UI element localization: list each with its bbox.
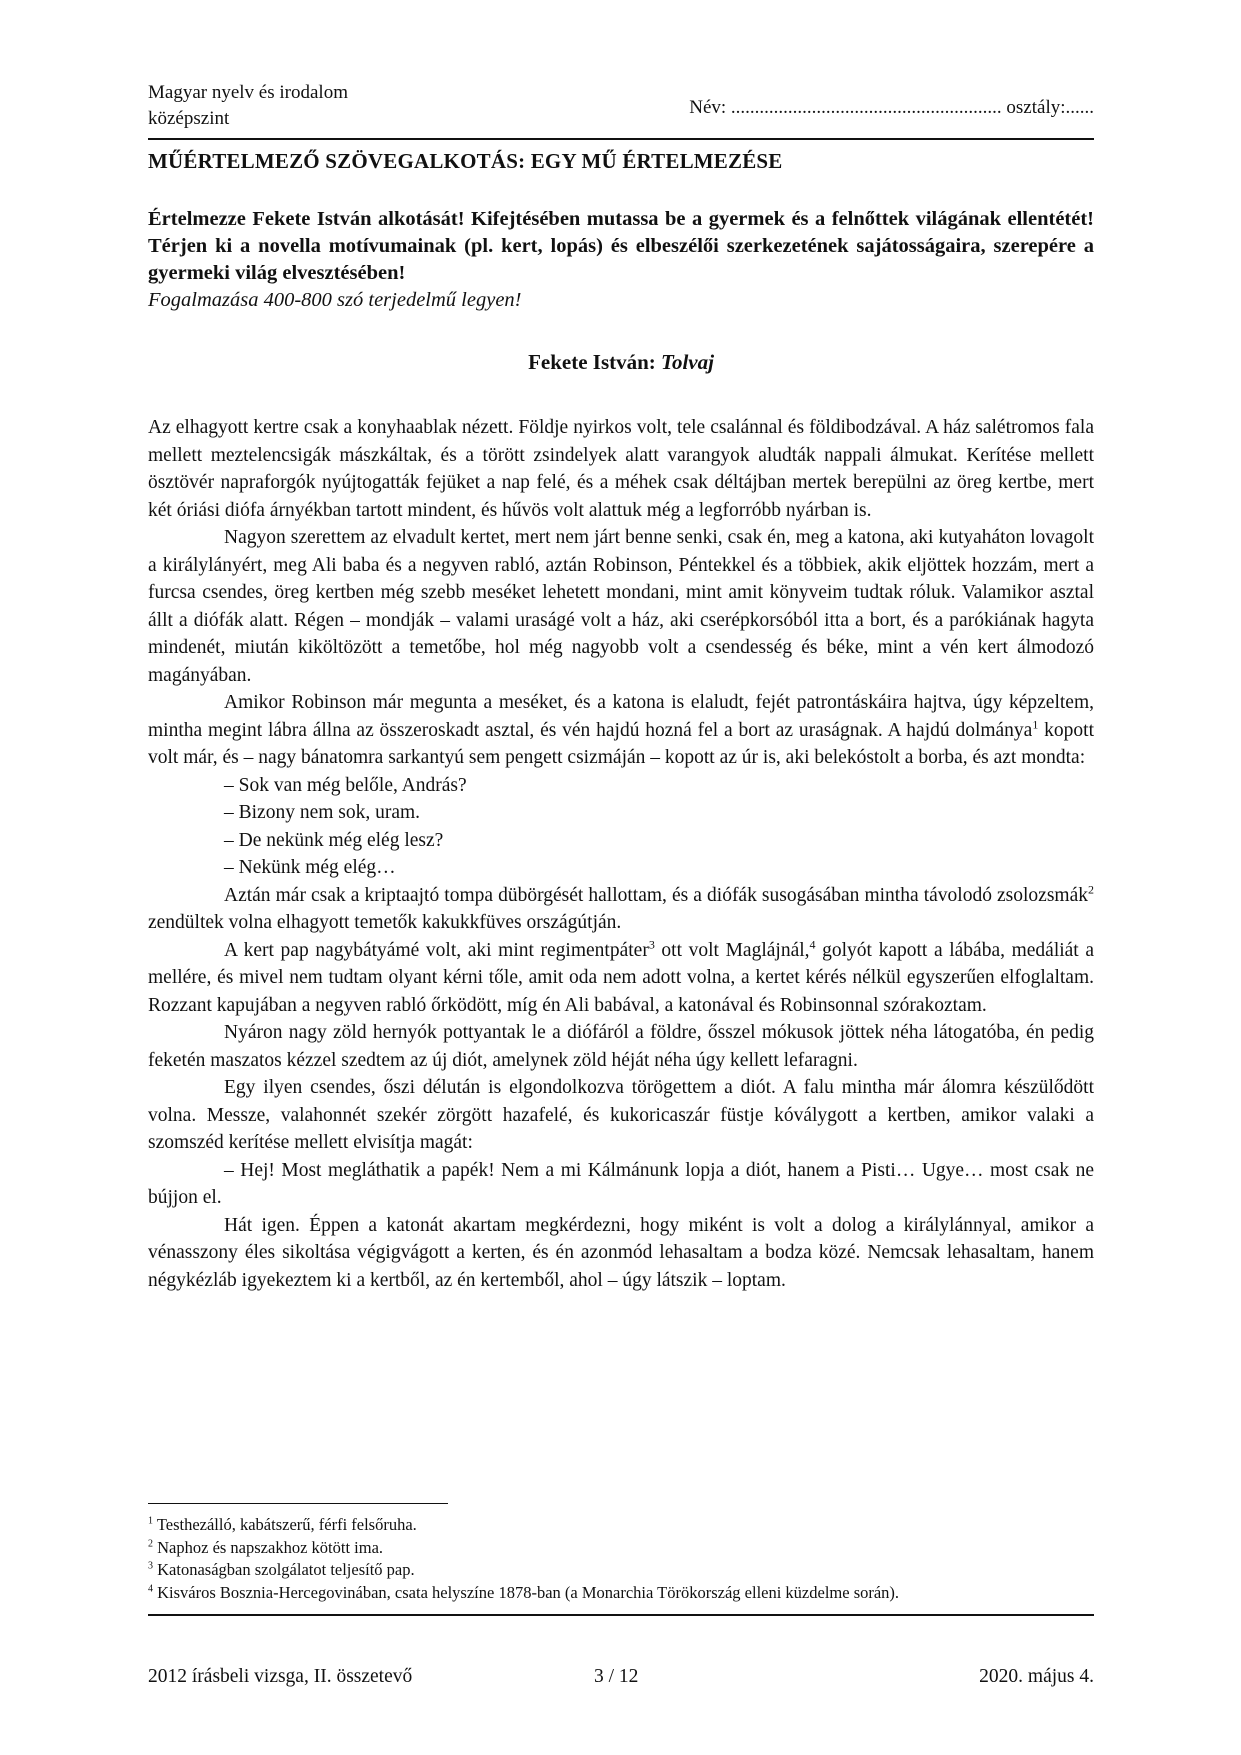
paragraph-text: golyót kapott a lábába, medáliát a mellére, és mivel nem tudtam olyant kérni tőle, amit oda nem adott volna, a kertet kérés nélkül egyszerűen elfoglaltam. Rozzant kapujában a negyven rabló őrködött, míg én Ali babával, a katonával és Robinsonnal szórakoztam. (148, 939, 1094, 1016)
page-header (148, 80, 1094, 140)
footnote-ref: 2 (1088, 882, 1094, 896)
subject-label: Magyar nyelv és irodalom (148, 82, 348, 103)
paragraph-text: A kert pap nagybátyámé volt, aki mint regimentpáter (224, 939, 649, 961)
level-label: középszint (148, 108, 230, 129)
footnote (148, 1582, 1094, 1605)
paragraph-text: kopott volt már, és – nagy bánatomra sarkantyú sem pengett csizmáján – kopott az úr is, aki belekóstolt a borba, és azt mondta: (148, 719, 1094, 768)
footnote-number: 4 (148, 1583, 153, 1594)
exam-page (148, 0, 1094, 1755)
footnote (148, 1559, 1094, 1582)
paragraph (148, 937, 1094, 1020)
paragraph (148, 882, 1094, 937)
footnotes (148, 1514, 1094, 1604)
footnote-number: 3 (148, 1560, 153, 1572)
paragraph-text: ott volt Maglájnál, (654, 939, 810, 961)
section-title: MŰÉRTELMEZŐ SZÖVEGALKOTÁS: EGY MŰ ÉRTELMEZÉSE (148, 149, 783, 173)
literary-text (148, 414, 1094, 1294)
footnote (148, 1514, 1094, 1537)
footnote-ref: 4 (809, 937, 816, 951)
paragraph-text: Amikor Robinson már megunta a meséket, és a katona is elaludt, fejét patrontáskáira hajtva, úgy képzeltem, mintha megint lábra állna az összeroskadt asztal, és vén hajdú hozná fel a bort az uraságnak. A hajdú dolmánya (148, 692, 1094, 741)
footnote-ref: 3 (648, 937, 655, 951)
paragraph: Nyáron nagy zöld hernyók pottyantak le a diófáról a földre, ősszel mókusok jöttek néha látogatóba, én pedig feketén maszatos kézzel szedtem az új diót, amelynek zöld héját néha úgy kellett lefaragni. (148, 1022, 1094, 1071)
work-author: Fekete István: (528, 350, 656, 374)
paragraph: Egy ilyen csendes, őszi délután is elgondolkozva törögettem a diót. A falu mintha már álomra készülődött volna. Messze, valahonnét szekér zörgött hazafelé, és kukoricaszár füstje kóválygott a kertben, amikor valaki a szomszéd kerítése mellett elvisítja magát: (148, 1077, 1094, 1153)
footnote-divider (148, 1503, 448, 1504)
footnote (148, 1537, 1094, 1560)
paragraph: Hát igen. Éppen a katonát akartam megkérdezni, hogy miként is volt a dolog a királylánnyal, amikor a vénasszony éles sikoltása végigvágott a kerten, és én azonmód lehasaltam a bodza közé. Nemcsak lehasaltam, hanem négykézláb igyekeztem ki a kertből, az én kertemből, ahol – úgy látszik – loptam. (148, 1214, 1094, 1291)
paragraph: Az elhagyott kertre csak a konyhaablak nézett. Földje nyirkos volt, tele csalánnal és földibodzával. A ház salétromos fala mellett meztelencsigák mászkáltak, és a törött zsindelyek alatt varangyok aludták nappali álmukat. Kerítése mellett ösztövér napraforgók nyújtogatták fejüket a nap felé, és a méhek csak déltájban mertek berepülni az öreg kertbe, mert két óriási diófa árnyékban tartott mindent, és hűvös volt alattuk még a legforróbb nyárban is. (148, 417, 1094, 521)
name-class-field: Név: ......................................................... osztály:...... (689, 97, 1094, 118)
task-instruction (148, 206, 1094, 314)
length-note: Fogalmazása 400-800 szó terjedelmű legyen! (148, 289, 522, 311)
task-text: Értelmezze Fekete István alkotását! Kifejtésében mutassa be a gyermek és a felnőttek világának ellentétét! Térjen ki a novella motívumainak (pl. kert, lopás) és elbeszélői szerkezetének sajátosságaira, szerepére a gyermeki világ elvesztésében! (148, 208, 1094, 284)
paragraph-text: zendültek volna elhagyott temetők kakukkfüves országútján. (148, 912, 622, 933)
footnote-text: Naphoz és napszakhoz kötött ima. (153, 1537, 384, 1557)
paragraph: – Hej! Most megláthatik a papék! Nem a mi Kálmánunk lopja a diót, hanem a Pisti… Ugye… most csak ne bújjon el. (148, 1159, 1094, 1208)
dialogue-line: – De nekünk még elég lesz? (224, 829, 444, 851)
work-name: Tolvaj (661, 350, 714, 374)
work-title (148, 350, 1094, 375)
dialogue-line: – Bizony nem sok, uram. (224, 802, 421, 823)
footnote-number: 1 (148, 1515, 153, 1527)
subject-block (148, 80, 348, 132)
paragraph (148, 689, 1094, 772)
footnote-text: Testhezálló, kabátszerű, férfi felsőruha. (153, 1515, 417, 1534)
dialogue-line: – Sok van még belőle, András? (224, 774, 467, 796)
footnote-number: 2 (148, 1538, 153, 1549)
paragraph-text: Aztán már csak a kriptaajtó tompa dübörgését hallottam, és a diófák susogásában mintha távolodó zsolozsmák (224, 884, 1088, 906)
paragraph: Nagyon szerettem az elvadult kertet, mert nem járt benne senki, csak én, meg a katona, aki kutyaháton lovagolt a királylányért, meg Ali baba és a negyven rabló, aztán Robinson, Péntekkel és a többiek, akik eljöttek hozzám, mert a furcsa csendes, öreg kertben még szebb meséket lehetett mondani, mint amit könyveim tudtak róluk. Valamikor asztal állt a diófák alatt. Régen – mondják – valami uraságé volt a ház, aki cserépkorsóból itta a bort, és a parókiának hagyta mindenét, miután kiköltözött a temetőbe, hol még nagyobb volt a csendesség és béke, mint a vén kert álmodozó magányában. (148, 527, 1094, 686)
dialogue-line: – Nekünk még elég… (224, 857, 396, 878)
footer-divider (148, 1614, 1094, 1616)
exam-date: 2020. május 4. (979, 1666, 1094, 1687)
exam-id: 2012 írásbeli vizsga, II. összetevő (148, 1666, 413, 1687)
footnote-ref: 1 (1032, 717, 1039, 731)
footnote-text: Kisváros Bosznia-Hercegovinában, csata helyszíne 1878-ban (a Monarchia Törökország elleni küzdelme során). (153, 1582, 900, 1602)
page-number: 3 / 12 (594, 1666, 639, 1687)
footnote-text: Katonaságban szolgálatot teljesítő pap. (153, 1560, 415, 1579)
